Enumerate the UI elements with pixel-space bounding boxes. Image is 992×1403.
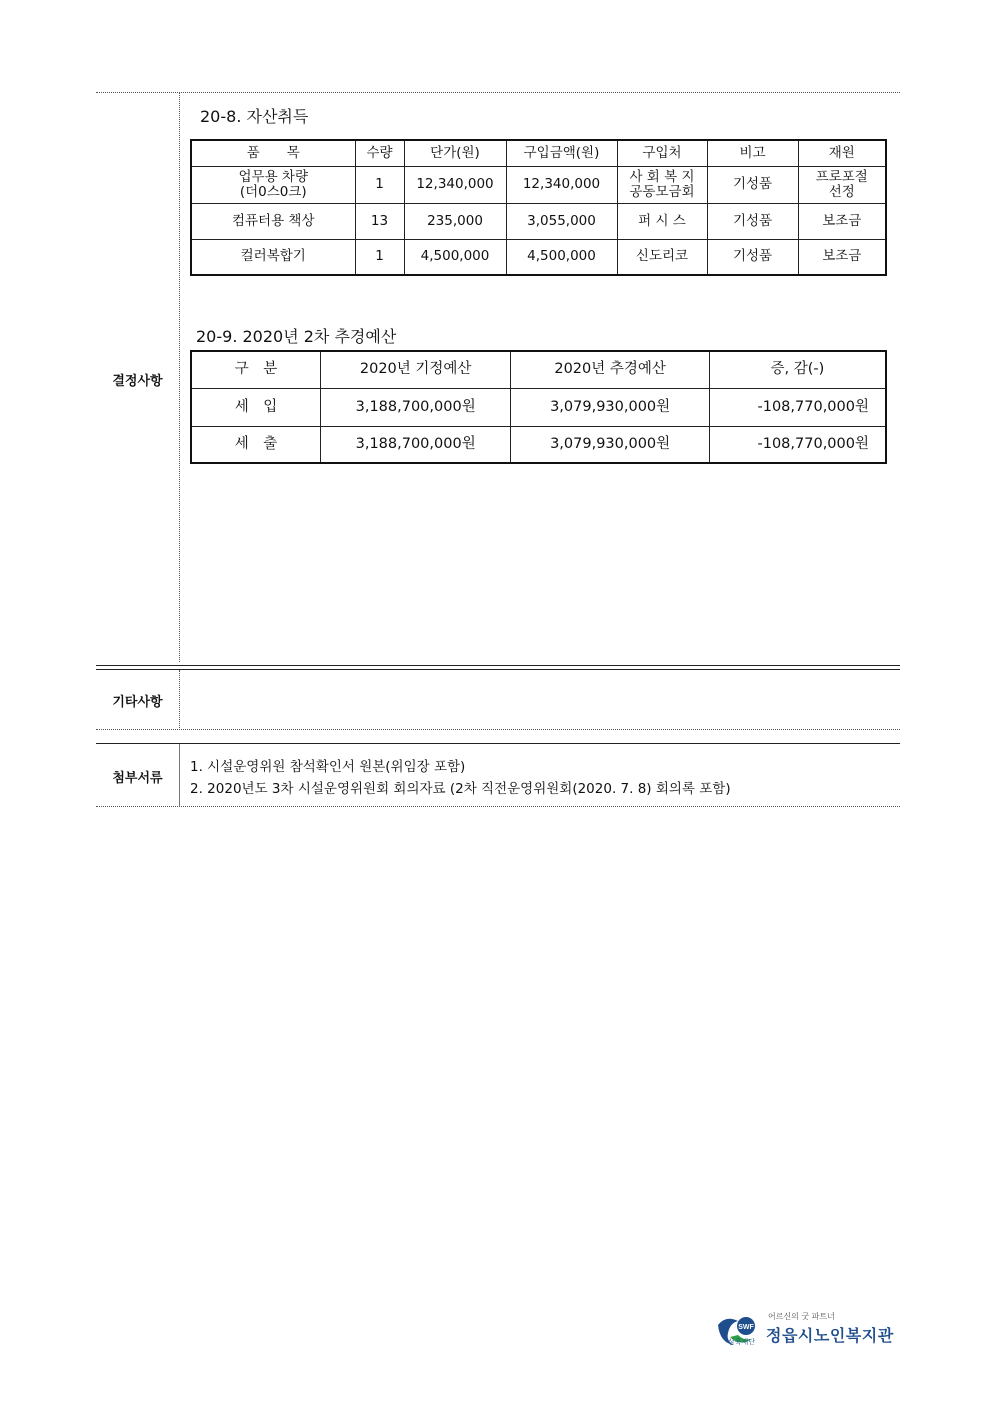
asset-note: 기성품 — [707, 203, 798, 239]
asset-vendor-cell — [617, 166, 707, 203]
asset-fund: 보조금 — [798, 239, 886, 275]
asset-qty: 1 — [355, 166, 404, 203]
budget-row-label: 세 입 — [191, 388, 320, 426]
budget-header-revised: 2020년 추경예산 — [511, 351, 709, 388]
asset-amount: 12,340,000 — [506, 166, 617, 203]
table-row — [191, 203, 886, 239]
asset-unit: 235,000 — [404, 203, 506, 239]
asset-header-unit: 단가(원) — [404, 140, 506, 166]
budget-header-diff: 증, 감(-) — [709, 351, 886, 388]
asset-header-vendor: 구입처 — [617, 140, 707, 166]
table-row — [191, 388, 886, 426]
asset-header-fund: 재원 — [798, 140, 886, 166]
table-row — [191, 166, 886, 203]
budget-diff: -108,770,000원 — [709, 388, 886, 426]
asset-fund-line2: 선정 — [828, 183, 855, 200]
top-border — [96, 92, 900, 93]
logo-foundation: 삼육재단 — [728, 1338, 756, 1346]
emblem-text: SWF — [738, 1324, 754, 1331]
attachment-item: 1. 시설운영위원 참석확인서 원본(위임장 포함) — [190, 759, 466, 775]
asset-item-line2: (더0스0크) — [239, 183, 307, 200]
asset-item-line1: 업무용 차량 — [238, 168, 308, 185]
table-row — [191, 426, 886, 463]
section-divider — [96, 669, 900, 670]
decision-label: 결정사항 — [112, 374, 163, 389]
asset-header-row — [191, 140, 886, 166]
asset-section-title: 20-8. 자산취득 — [200, 107, 309, 126]
decision-column-divider — [179, 92, 180, 662]
asset-fund: 보조금 — [798, 203, 886, 239]
asset-unit: 12,340,000 — [404, 166, 506, 203]
asset-note: 기성품 — [707, 166, 798, 203]
asset-note: 기성품 — [707, 239, 798, 275]
budget-row-label: 세 출 — [191, 426, 320, 463]
logo-org-name: 정읍시노인복지관 — [766, 1326, 894, 1345]
budget-original: 3,188,700,000원 — [320, 388, 511, 426]
asset-item: 컬러복합기 — [191, 239, 355, 275]
asset-vendor-line2: 공동모금회 — [629, 183, 695, 200]
asset-qty: 1 — [355, 239, 404, 275]
budget-revised: 3,079,930,000원 — [511, 388, 709, 426]
logo-slogan: 어르신의 굿 파트너 — [768, 1312, 835, 1321]
asset-vendor: 신도리코 — [617, 239, 707, 275]
budget-header-original: 2020년 기정예산 — [320, 351, 511, 388]
budget-header-row — [191, 351, 886, 388]
asset-header-note: 비고 — [707, 140, 798, 166]
budget-header-category: 구 분 — [191, 351, 320, 388]
asset-header-amount: 구입금액(원) — [506, 140, 617, 166]
table-row — [191, 239, 886, 275]
budget-revised: 3,079,930,000원 — [511, 426, 709, 463]
foundation-logo — [716, 1311, 906, 1349]
asset-vendor-line1: 사 회 복 지 — [629, 168, 695, 185]
asset-unit: 4,500,000 — [404, 239, 506, 275]
asset-amount: 4,500,000 — [506, 239, 617, 275]
asset-item-cell — [191, 166, 355, 203]
asset-amount: 3,055,000 — [506, 203, 617, 239]
other-column-divider — [179, 670, 180, 728]
asset-header-item: 품 목 — [191, 140, 355, 166]
asset-header-qty: 수량 — [355, 140, 404, 166]
asset-qty: 13 — [355, 203, 404, 239]
budget-diff: -108,770,000원 — [709, 426, 886, 463]
section-divider — [96, 665, 900, 666]
asset-fund-line1: 프로포절 — [815, 168, 868, 185]
attachment-bottom-border — [96, 806, 900, 807]
other-label: 기타사항 — [112, 695, 163, 710]
budget-section-title: 20-9. 2020년 2차 추경예산 — [196, 327, 397, 346]
other-bottom-border — [96, 729, 900, 730]
asset-item: 컴퓨터용 책상 — [191, 203, 355, 239]
asset-fund-cell — [798, 166, 886, 203]
attachment-top-border — [96, 743, 900, 744]
attachment-column-divider — [179, 744, 180, 806]
asset-vendor: 퍼 시 스 — [617, 203, 707, 239]
budget-table — [190, 350, 887, 464]
attachment-label: 첨부서류 — [112, 771, 163, 786]
budget-original: 3,188,700,000원 — [320, 426, 511, 463]
asset-table — [190, 139, 887, 276]
attachment-item: 2. 2020년도 3차 시설운영위원회 회의자료 (2차 직전운영위원회(2020. 7. 8) 회의록 포함) — [190, 781, 731, 797]
